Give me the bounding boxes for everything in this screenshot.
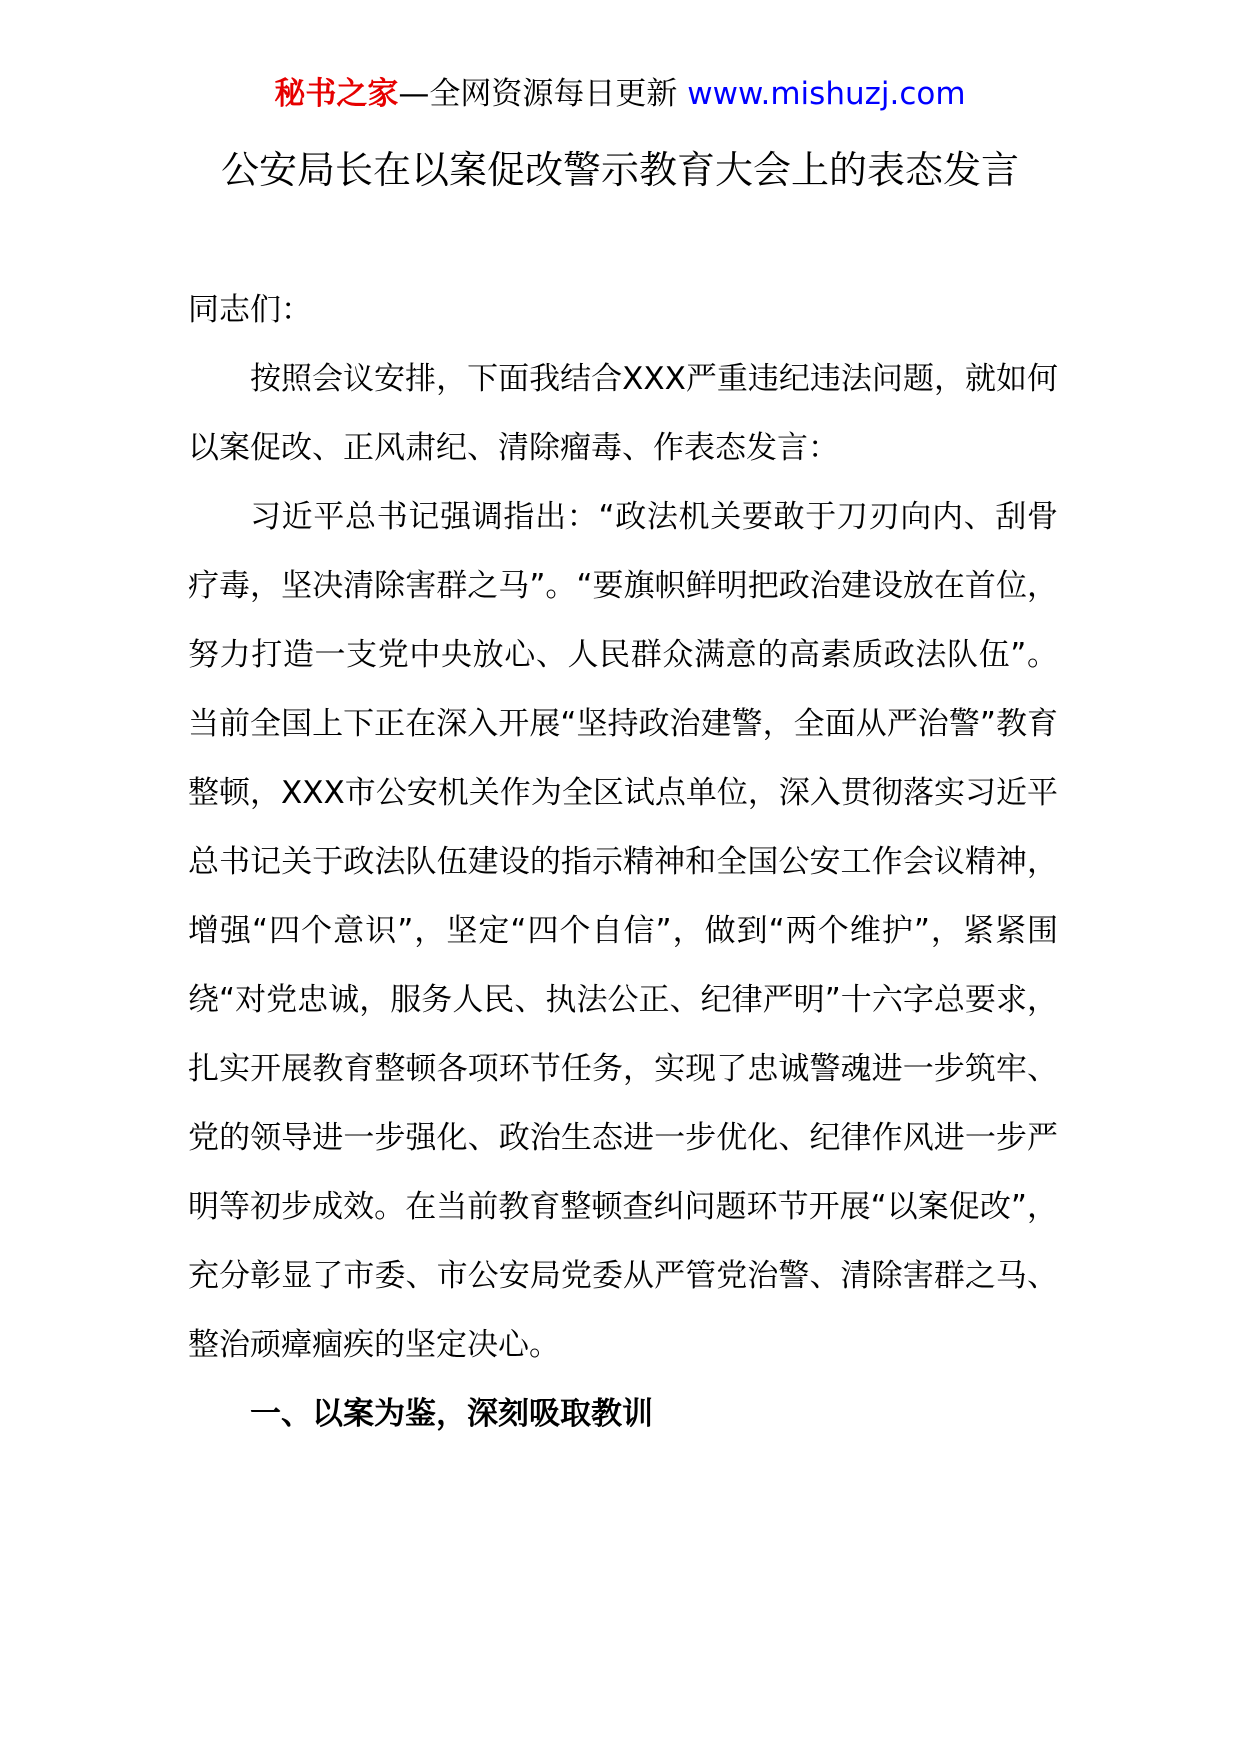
- paragraph-main: 习近平总书记强调指出：“政法机关要敢于刀刃向内、刮骨疗毒，坚决清除害群之马”。“要旗帜鲜明把政治建设放在首位，努力打造一支党中央放心、人民群众满意的高素质政法队伍”。当前全国上下正在深入开展“坚持政治建警，全面从严治警”教育整顿，XXX市公安机关作为全区试点单位，深入贯彻落实习近平总书记关于政法队伍建设的指示精神和全国公安工作会议精神，增强“四个意识”，坚定“四个自信”，做到“两个维护”，紧紧围绕“对党忠诚，服务人民、执法公正、纪律严明”十六字总要求，扎实开展教育整顿各项环节任务，实现了忠诚警魂进一步筑牢、党的领导进一步强化、政治生态进一步优化、纪律作风进一步严明等初步成效。在当前教育整顿查纠问题环节开展“以案促改”，充分彰显了市委、市公安局党委从严管党治警、清除害群之马、整治顽瘴痼疾的坚定决心。: [188, 499, 1058, 1363]
- greeting: 同志们：: [188, 292, 312, 328]
- brand-name: 秘书之家: [274, 76, 399, 112]
- paragraph-intro: 按照会议安排，下面我结合XXX严重违纪违法问题，就如何以案促改、正风肃纪、清除瘤毒、作表态发言：: [188, 361, 1058, 466]
- header-tagline: —全网资源每日更新: [398, 76, 688, 112]
- header-url[interactable]: www.mishuzj.com: [687, 76, 966, 112]
- section-heading: 一、以案为鉴，深刻吸取教训: [250, 1396, 653, 1432]
- document-body: [188, 276, 1058, 1449]
- document-title: 公安局长在以案促改警示教育大会上的表态发言: [220, 148, 1019, 192]
- site-header: [0, 72, 1240, 116]
